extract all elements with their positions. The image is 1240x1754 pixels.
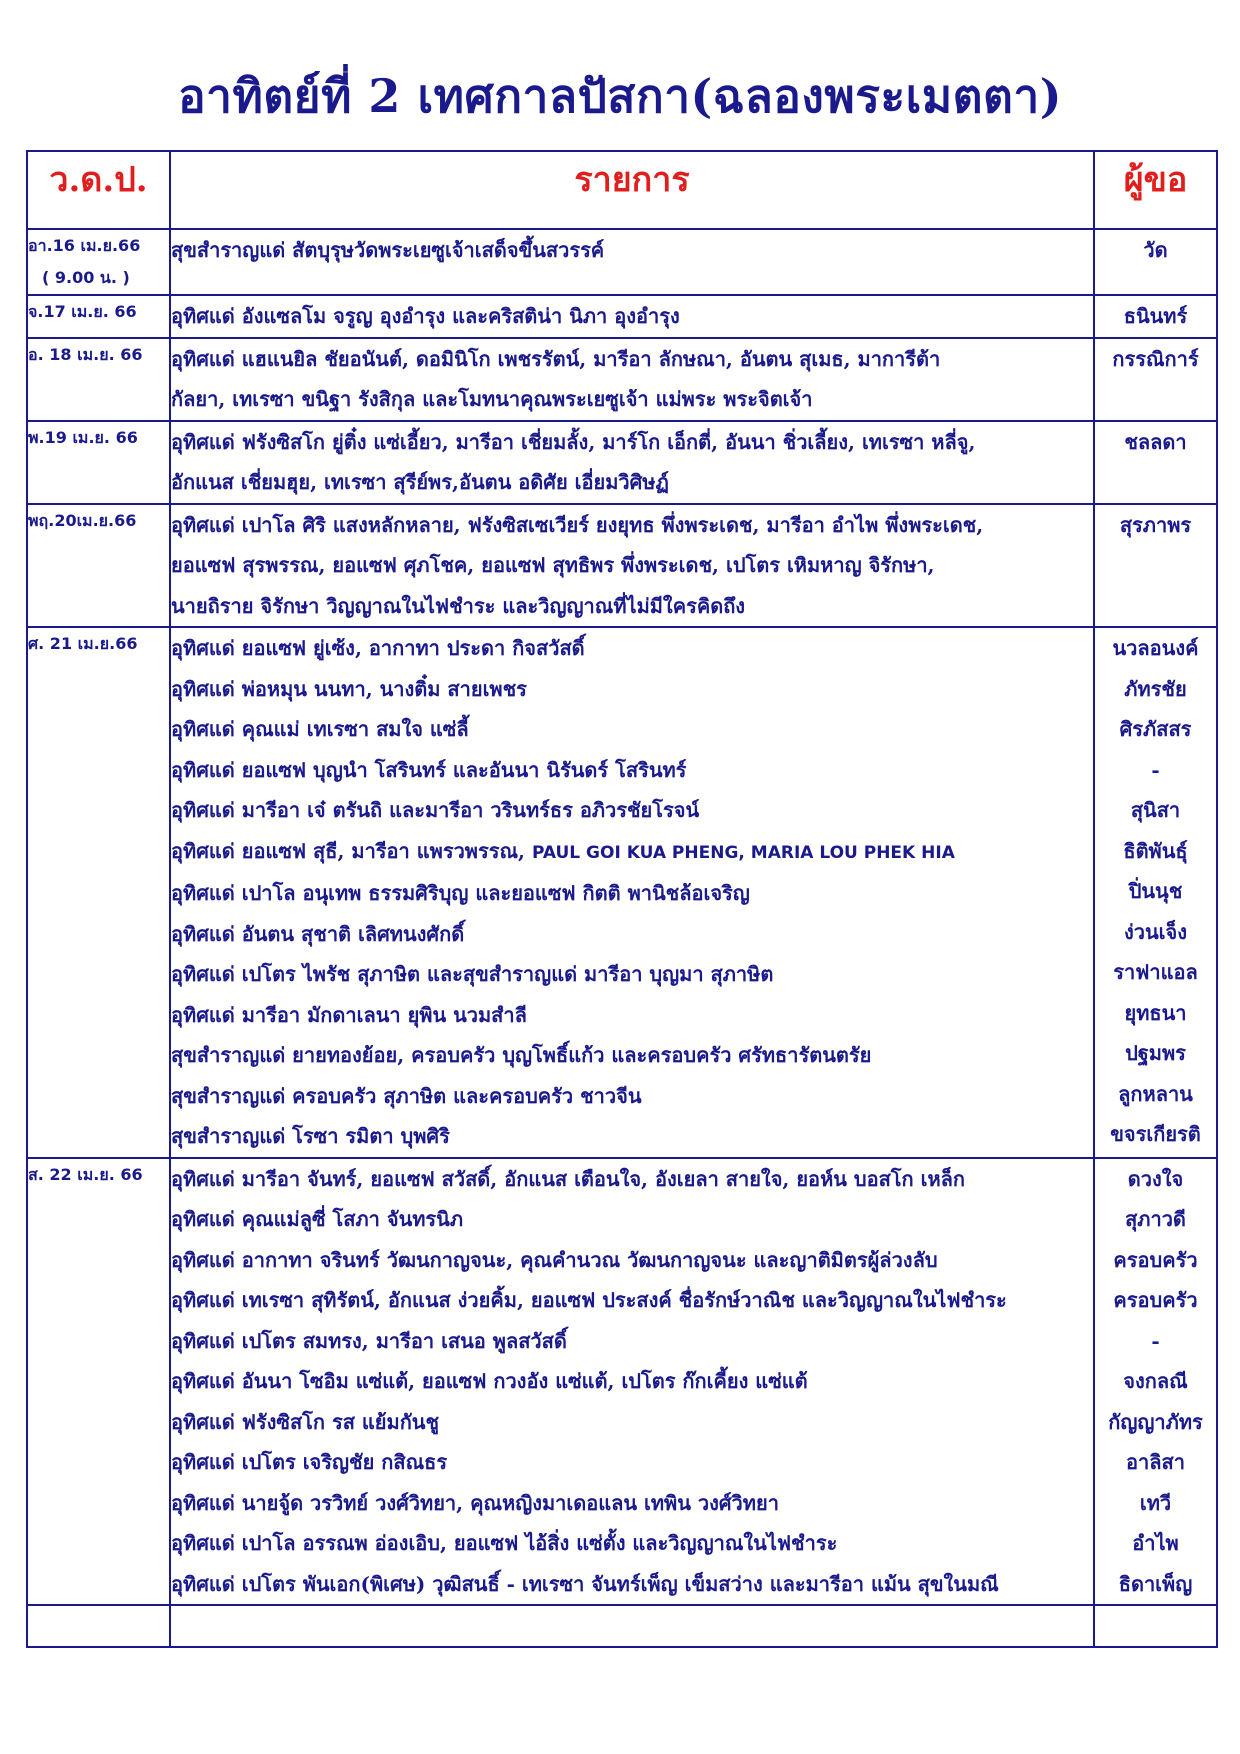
requester-name: ปิ่นนุช xyxy=(1128,879,1183,903)
requester-name: สุนิสา xyxy=(1130,798,1181,822)
requester-name: สุรภาพร xyxy=(1119,512,1192,537)
requester-cell xyxy=(1094,504,1217,628)
requester-name: จงกลณี xyxy=(1123,1369,1188,1393)
requester-name: เทวี xyxy=(1139,1490,1172,1515)
requester-cell xyxy=(1094,295,1217,338)
date-text: ส. 22 เม.ย. 66 xyxy=(28,1164,143,1184)
items-cell xyxy=(170,295,1094,338)
empty-cell xyxy=(170,1605,1094,1647)
date-text: พฤ.20เม.ย.66 xyxy=(28,510,137,530)
requester-cell xyxy=(1094,1158,1217,1606)
intention-line: อุทิศแด่ พ่อหมุน นนทา, นางติ๋ม สายเพชร xyxy=(171,676,527,701)
items-cell xyxy=(170,229,1094,295)
intention-line: สุขสำราญแด่ ครอบครัว สุภาษิต และครอบครัว ชาวจีน xyxy=(171,1083,642,1108)
requester-name: - xyxy=(1151,757,1160,782)
intention-line: อุทิศแด่ มารีอา จันทร์, ยอแซฟ สวัสดิ์, อักแนส เตือนใจ, อังเยลา สายใจ, ยอห์น บอสโก เหล็ก xyxy=(171,1166,965,1191)
requester-name: ธิติพันธุ์ xyxy=(1123,838,1188,863)
table-row-empty xyxy=(27,1605,1217,1647)
requester-name: ครอบครัว xyxy=(1113,1247,1198,1272)
date-cell xyxy=(27,504,170,628)
intention-line: อุทิศแด่ เปาโล ศิริ แสงหลักหลาย, ฟรังซิสเซเวียร์ ยงยุทธ พึ่งพระเดช, มารีอา อำไพ พึ่งพระเดช, xyxy=(171,512,984,537)
date-cell xyxy=(27,229,170,295)
items-cell xyxy=(170,1158,1094,1606)
table-row xyxy=(27,338,1217,421)
requester-name: - xyxy=(1151,1328,1160,1353)
table-header-row xyxy=(27,151,1217,229)
items-cell xyxy=(170,421,1094,504)
table-row xyxy=(27,504,1217,628)
intention-line: สุขสำราญแด่ ยายทองย้อย, ครอบครัว บุญโพธิ์แก้ว และครอบครัว ศรัทธารัตนตรัย xyxy=(171,1043,872,1067)
date-cell xyxy=(27,627,170,1158)
requester-name: ง่วนเจ็ง xyxy=(1124,919,1187,944)
intention-line: อุทิศแด่ เปาโล อนุเทพ ธรรมศิริบุญ และยอแซฟ กิตติ พานิชล้อเจริญ xyxy=(171,881,750,905)
requester-name: ชลลดา xyxy=(1124,429,1187,454)
intention-line: อุทิศแด่ อังแซลโม จรูญ อุงอำรุง และคริสติน่า นิภา อุงอำรุง xyxy=(171,304,680,328)
requester-name: สุภาวดี xyxy=(1125,1207,1186,1231)
intention-line: อุทิศแด่ เปโตร สมทรง, มารีอา เสนอ พูลสวัสดิ์ xyxy=(171,1328,567,1353)
latin-names: PAUL GOI KUA PHENG, MARIA LOU PHEK HIA xyxy=(531,842,955,863)
requester-name: ยุทธนา xyxy=(1124,1000,1187,1025)
intention-line: อุทิศแด่ ยอแซฟ ยู่เซ้ง, อากาทา ประดา กิจสวัสดิ์ xyxy=(171,636,585,660)
table-row xyxy=(27,229,1217,295)
table-row xyxy=(27,627,1217,1158)
intention-line: อุทิศแด่ เปโตร ไพรัช สุภาษิต และสุขสำราญแด่ มารีอา บุญมา สุภาษิต xyxy=(171,962,774,986)
requester-name: ปฐมพร xyxy=(1125,1041,1186,1065)
items-cell xyxy=(170,504,1094,628)
requester-name: ศิรภัสสร xyxy=(1119,717,1192,741)
page-title: อาทิตย์ที่ 2 เทศกาลปัสกา(ฉลองพระเมตตา) xyxy=(177,69,1063,123)
intention-line: อุทิศแด่ ฟรังซิสโก ยู่ติ๋ง แซ่เอี้ยว, มารีอา เชี่ยมลั้ง, มาร์โก เอ็กตี่, อันนา ชิ่วเลี้ยง, เทเรซา หลี่จู, xyxy=(171,429,976,454)
requester-name: กรรณิการ์ xyxy=(1112,346,1199,371)
date-cell xyxy=(27,295,170,338)
requester-cell xyxy=(1094,338,1217,421)
date-text: ศ. 21 เม.ย.66 xyxy=(28,634,138,653)
date-text: พ.19 เม.ย. 66 xyxy=(28,427,138,447)
requester-name: ครอบครัว xyxy=(1113,1288,1198,1312)
intention-line: อุทิศแด่ อันนา โซอิม แซ่แต้, ยอแซฟ กวงอัง แซ่แต้, เปโตร ก๊กเคี้ยง แซ่แต้ xyxy=(171,1369,808,1393)
intention-line: อุทิศแด่ มารีอา มักดาเลนา ยุพิน นวมสำลี xyxy=(171,1002,527,1027)
requester-cell xyxy=(1094,627,1217,1158)
requester-name: กัญญาภัทร xyxy=(1108,1409,1203,1434)
empty-cell xyxy=(27,1605,170,1647)
requester-name: อำไพ xyxy=(1132,1531,1179,1555)
requester-name: นวลอนงค์ xyxy=(1112,636,1199,660)
date-cell xyxy=(27,421,170,504)
intention-line: สุขสำราญแด่ สัตบุรุษวัดพระเยซูเจ้าเสด็จขึ้นสวรรค์ xyxy=(171,238,605,262)
intention-line: อุทิศแด่ อันตน สุชาติ เลิศทนงศักดิ์ xyxy=(171,921,465,946)
mass-intention-table xyxy=(26,150,1218,1648)
header-items: รายการ xyxy=(170,151,1094,229)
intention-line: ยอแซฟ สุรพรรณ, ยอแซฟ ศุภโชค, ยอแซฟ สุทธิพร พึ่งพระเดช, เปโตร เหิมหาญ จิรักษา, xyxy=(171,553,935,577)
intention-line: อุทิศแด่ เปโตร เจริญชัย กสิณธร xyxy=(171,1450,448,1474)
intention-line: อุทิศแด่ แฮแนยิล ชัยอนันต์, ดอมินิโก เพชรรัตน์, มารีอา ลักษณา, อันตน สุเมธ, มาการีต้า xyxy=(171,346,941,371)
requester-name: ขจรเกียรติ xyxy=(1110,1122,1201,1146)
intention-line: อุทิศแด่ เปโตร พันเอก(พิเศษ) วุฒิสนธิ์ - เทเรซา จันทร์เพ็ญ เข็มสว่าง และมารีอา แม้น สุขในมณี xyxy=(171,1571,999,1596)
items-cell xyxy=(170,338,1094,421)
header-date: ว.ด.ป. xyxy=(27,151,170,229)
date-text: อ. 18 เม.ย. 66 xyxy=(28,344,143,364)
table-row xyxy=(27,295,1217,338)
intention-line: อุทิศแด่ เปาโล อรรณพ อ่องเอิบ, ยอแซฟ ไอ้สิ่ง แซ่ตั้ง และวิญญาณในไฟชำระ xyxy=(171,1531,838,1555)
requester-name: ดวงใจ xyxy=(1127,1166,1184,1191)
table-row xyxy=(27,421,1217,504)
intention-line-mixed xyxy=(171,831,1093,874)
intention-line: อุทิศแด่ มารีอา เจ๋ ตรันถิ และมารีอา วรินทร์ธร อภิวรชัยโรจน์ xyxy=(171,798,700,822)
requester-cell xyxy=(1094,421,1217,504)
requester-name: วัด xyxy=(1143,238,1168,262)
intention-line: อุทิศแด่ เทเรซา สุทิรัตน์, อักแนส ง่วยคิ้ม, ยอแซฟ ประสงค์ ชื่อรักษ์วาณิช และวิญญาณในไฟชำระ xyxy=(171,1288,1007,1312)
header-requester: ผู้ขอ xyxy=(1094,151,1217,229)
intention-line: กัลยา, เทเรซา ขนิฐา รังสิกุล และโมทนาคุณพระเยซูเจ้า แม่พระ พระจิตเจ้า xyxy=(171,387,813,411)
requester-name: ภัทรชัย xyxy=(1124,676,1187,701)
requester-name: ราฟาแอล xyxy=(1113,960,1198,984)
requester-name: อาลิสา xyxy=(1126,1450,1185,1474)
intention-line: อุทิศแด่ อากาทา จรินทร์ วัฒนกาญจนะ, คุณคำนวณ วัฒนกาญจนะ และญาติมิตรผู้ล่วงลับ xyxy=(171,1247,938,1272)
requester-name: ธิดาเพ็ญ xyxy=(1118,1571,1193,1596)
intention-line: อุทิศแด่ คุณแม่ลูซี่ โสภา จันทรนิภ xyxy=(171,1207,464,1231)
intention-line: อักแนส เชี่ยมฮุย, เทเรซา สุรีย์พร,อันตน อดิศัย เอี่ยมวิศิษฏ์ xyxy=(171,470,669,494)
intention-line: อุทิศแด่ คุณแม่ เทเรซา สมใจ แซ่ลี้ xyxy=(171,717,469,741)
intention-line: อุทิศแด่ นายจู้ด วรวิทย์ วงศ์วิทยา, คุณหญิงมาเดอแลน เทพิน วงศ์วิทยา xyxy=(171,1490,779,1515)
requester-name: ลูกหลาน xyxy=(1118,1081,1193,1106)
date-text: อา.16 เม.ย.66 xyxy=(28,236,141,255)
date-cell xyxy=(27,338,170,421)
empty-cell xyxy=(1094,1605,1217,1647)
intention-line: นายถิราย จิรักษา วิญญาณในไฟชำระ และวิญญาณที่ไม่มีใครคิดถึง xyxy=(171,593,746,618)
time-text: ( 9.00 น. ) xyxy=(42,268,130,287)
date-text: จ.17 เม.ย. 66 xyxy=(28,302,137,321)
intention-text: อุทิศแด่ ยอแซฟ สุธี, มารีอา แพรวพรรณ, xyxy=(171,838,532,863)
table-row xyxy=(27,1158,1217,1606)
date-cell xyxy=(27,1158,170,1606)
requester-cell xyxy=(1094,229,1217,295)
intention-line: สุขสำราญแด่ โรซา รมิตา บุพศิริ xyxy=(171,1124,450,1148)
intention-line: อุทิศแด่ ฟรังซิสโก รส แย้มกันชู xyxy=(171,1409,440,1434)
requester-name: ธนินทร์ xyxy=(1123,304,1188,328)
intention-line: อุทิศแด่ ยอแซฟ บุญนำ โสรินทร์ และอันนา นิรันดร์ โสรินทร์ xyxy=(171,757,687,782)
items-cell xyxy=(170,627,1094,1158)
